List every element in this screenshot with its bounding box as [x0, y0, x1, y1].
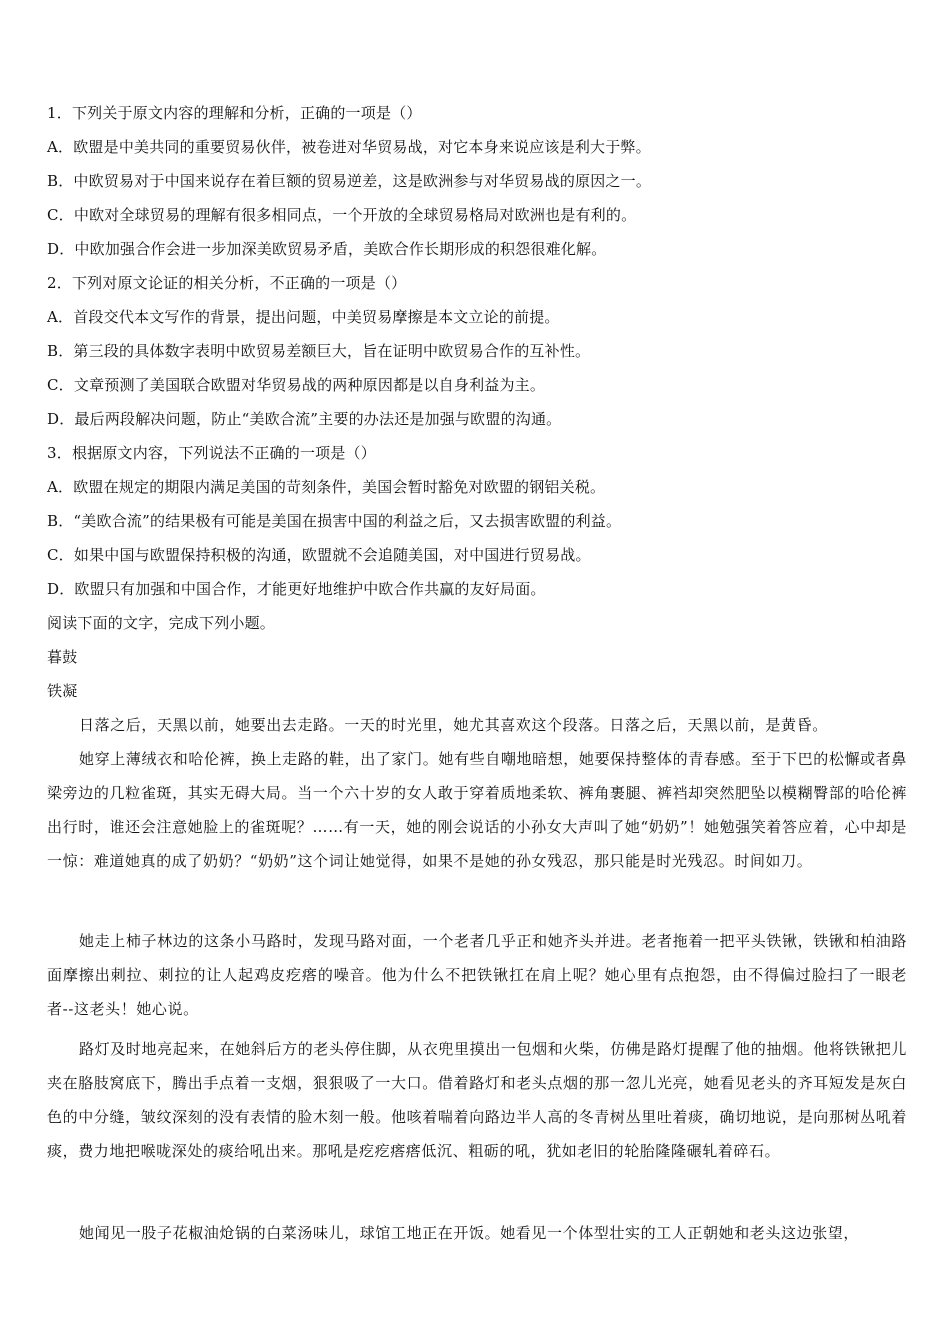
- question-1-stem: 1．下列关于原文内容的理解和分析，正确的一项是（）: [47, 104, 422, 122]
- question-3-option-c: C．如果中国与欧盟保持积极的沟通，欧盟就不会追随美国，对中国进行贸易战。: [47, 546, 591, 564]
- story-title: 暮鼓: [47, 648, 78, 666]
- question-3-stem: 3．根据原文内容，下列说法不正确的一项是（）: [47, 444, 376, 462]
- story-paragraph-5: 她闻见一股子花椒油炝锅的白菜汤味儿，球馆工地正在开饭。她看见一个体型壮实的工人正朝她和老头这边张望，: [79, 1224, 860, 1242]
- question-2-option-c: C．文章预测了美国联合欧盟对华贸易战的两种原因都是以自身利益为主。: [47, 376, 546, 394]
- question-1-option-b: B．中欧贸易对于中国来说存在着巨额的贸易逆差，这是欧洲参与对华贸易战的原因之一。: [47, 172, 652, 190]
- question-2-option-a: A．首段交代本文写作的背景，提出问题，中美贸易摩擦是本文立论的前提。: [47, 308, 560, 326]
- question-1-option-c: C．中欧对全球贸易的理解有很多相同点，一个开放的全球贸易格局对欧洲也是有利的。: [47, 206, 637, 224]
- question-2-stem: 2．下列对原文论证的相关分析，不正确的一项是（）: [47, 274, 407, 292]
- question-2-option-b: B．第三段的具体数字表明中欧贸易差额巨大，旨在证明中欧贸易合作的互补性。: [47, 342, 591, 360]
- question-3-option-a: A．欧盟在规定的期限内满足美国的苛刻条件，美国会暂时豁免对欧盟的钢铝关税。: [47, 478, 606, 496]
- question-3-option-d: D．欧盟只有加强和中国合作，才能更好地维护中欧合作共赢的友好局面。: [47, 580, 546, 598]
- question-2-option-d: D．最后两段解决问题，防止“美欧合流”主要的办法还是加强与欧盟的沟通。: [47, 410, 562, 428]
- question-1-option-a: A．欧盟是中美共同的重要贸易伙伴，被卷进对华贸易战，对它本身来说应该是利大于弊。: [47, 138, 651, 156]
- story-paragraph-1: 日落之后，天黑以前，她要出去走路。一天的时光里，她尤其喜欢这个段落。日落之后，天黑以前，是黄昏。: [79, 716, 828, 734]
- question-3-option-b: B．“美欧合流”的结果极有可能是美国在损害中国的利益之后，又去损害欧盟的利益。: [47, 512, 622, 530]
- story-paragraph-2: 她穿上薄绒衣和哈伦裤，换上走路的鞋，出了家门。她有些自嘲地暗想，她要保持整体的青春感。至于下巴的松懈或者鼻梁旁边的几粒雀斑，其实无碍大局。当一个六十岁的女人敢于穿着质地柔软、裤角裹腿、裤裆却突然肥坠以模糊臀部的哈伦裤出行时，谁还会注意她脸上的雀斑呢？……有一天，她的刚会说话的小孙女大声叫了她“奶奶”！她勉强笑着答应着，心中却是一惊：难道她真的成了奶奶？“奶奶”这个词让她觉得，如果不是她的孙女残忍，那只能是时光残忍。时间如刀。: [47, 750, 907, 870]
- story-author: 铁凝: [47, 682, 78, 700]
- question-1-option-d: D．中欧加强合作会进一步加深美欧贸易矛盾，美欧合作长期形成的积怨很难化解。: [47, 240, 607, 258]
- story-paragraph-4: 路灯及时地亮起来，在她斜后方的老头停住脚，从衣兜里摸出一包烟和火柴，仿佛是路灯提醒了他的抽烟。他将铁锹把儿夹在胳肢窝底下，腾出手点着一支烟，狠狠吸了一大口。借着路灯和老头点烟的那一忽儿光亮，她看见老头的齐耳短发是灰白色的中分缝，皱纹深刻的没有表情的脸木刻一般。他咳着喘着向路边半人高的冬青树丛里吐着痰，确切地说，是向那树丛吼着痰，费力地把喉咙深处的痰给吼出来。那吼是疙疙瘩瘩低沉、粗砺的吼，犹如老旧的轮胎隆隆碾轧着碎石。: [47, 1040, 907, 1160]
- reading-instruction: 阅读下面的文字，完成下列小题。: [47, 614, 276, 632]
- story-paragraph-3: 她走上柿子林边的这条小马路时，发现马路对面，一个老者几乎正和她齐头并进。老者拖着一把平头铁锹，铁锹和柏油路面摩擦出刺拉、刺拉的让人起鸡皮疙瘩的噪音。他为什么不把铁锹扛在肩上呢？她心里有点抱怨，由不得偏过脸扫了一眼老者--这老头！她心说。: [47, 932, 907, 1018]
